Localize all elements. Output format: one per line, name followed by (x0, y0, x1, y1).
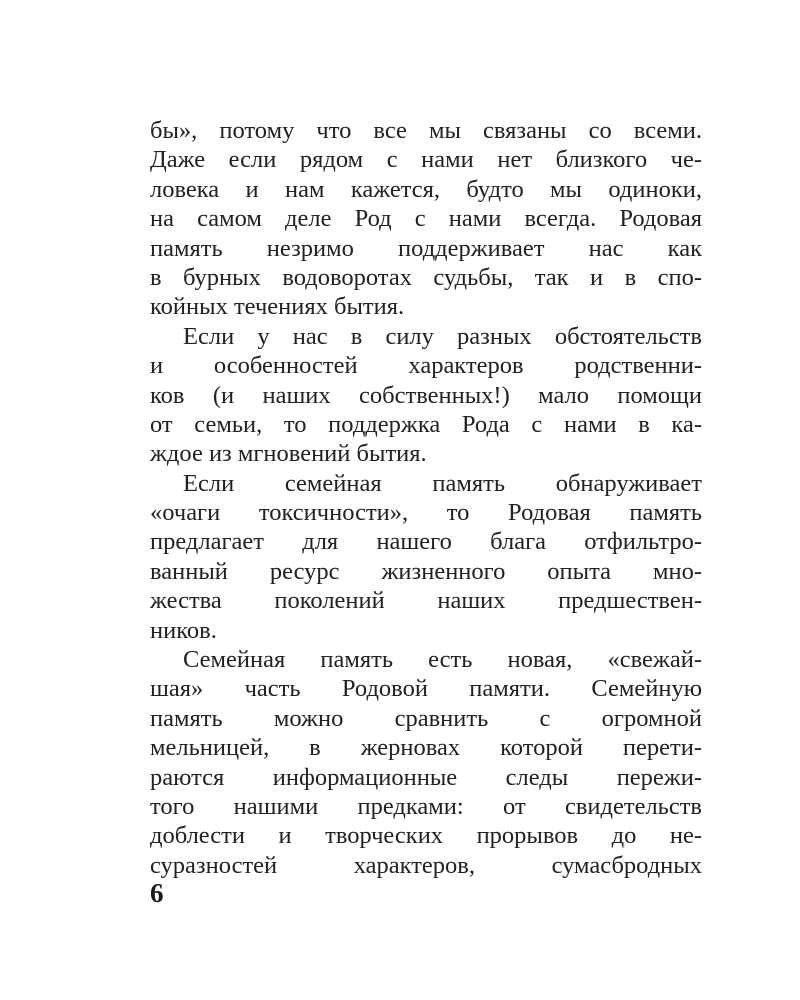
text-line-1: бы», потому что все мы связаны со всеми. (150, 117, 702, 144)
text-line-26: суразностей характеров, сумасбродных (150, 851, 702, 879)
text-line-21: память можно сравнить с огромной (150, 704, 702, 732)
text-line-16: ванный ресурс жизненного опыта мно- (150, 557, 702, 585)
text-line-17: жества поколений наших предшествен- (150, 587, 702, 615)
text-line-3: ловека и нам кажется, будто мы одиноки, (150, 175, 702, 203)
text-line-4: на самом деле Род с нами всегда. Родовая (150, 205, 702, 233)
text-line-19: Семейная память есть новая, «свежай- (183, 646, 702, 674)
text-line-23: раются информационные следы пережи- (150, 763, 702, 791)
text-line-22: мельницей, в жерновах которой перети- (150, 734, 702, 762)
text-line-15: предлагает для нашего блага отфильтро- (150, 528, 702, 556)
text-line-18: ников. (150, 616, 217, 644)
text-line-7: койных течениях бытия. (150, 293, 405, 321)
text-line-6: в бурных водоворотах судьбы, так и в спо- (150, 263, 702, 291)
text-line-25: доблести и творческих прорывов до не- (150, 822, 702, 850)
text-line-5: память незримо поддерживает нас как (150, 234, 702, 262)
text-line-14: «очаги токсичности», то Родовая память (150, 499, 702, 527)
text-line-12: ждое из мгновений бытия. (150, 440, 427, 468)
text-line-24: того нашими предками: от свидетельств (150, 792, 702, 820)
text-line-13: Если семейная память обнаруживает (183, 469, 702, 497)
text-line-11: от семьи, то поддержка Рода с нами в ка- (150, 410, 702, 438)
text-line-20: шая» часть Родовой памяти. Семейную (150, 675, 702, 703)
text-line-8: Если у нас в силу разных обстоятельств (183, 322, 702, 350)
text-line-2: Даже если рядом с нами нет близкого че- (150, 146, 702, 174)
text-line-10: ков (и наших собственных!) мало помощи (150, 381, 702, 409)
body-text (150, 116, 702, 880)
page-number: 6 (150, 878, 164, 908)
text-line-9: и особенностей характеров родственни- (150, 352, 702, 380)
